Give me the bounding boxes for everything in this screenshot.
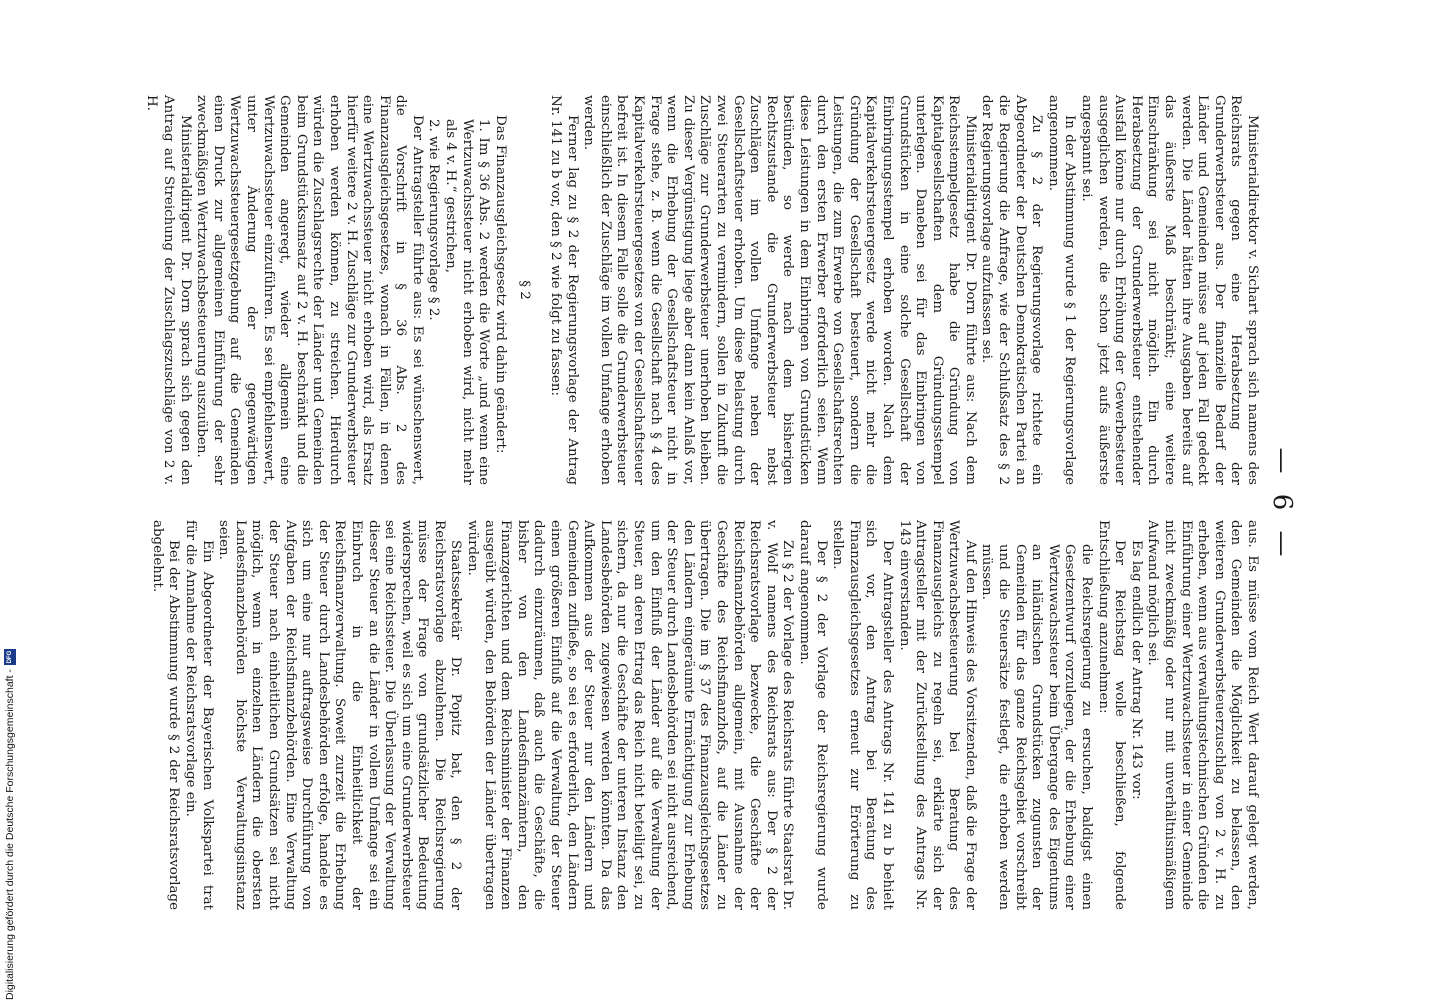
right-text-column [148, 520, 1260, 910]
rotated-page-content [100, 95, 1300, 915]
paragraph: aus. Es müsse vom Reich Wert darauf gelegt werden, den Gemeinden die Möglichkeit zu belassen, den weiteren Grunderwerbsteuerzuschlag von 2 v. H. zu erheben, wenn aus verwaltungstechnischen Gründen die Einführung einer Wertzuwachssteuer in einer Gemeinde nicht zweckmäßig oder nur mit unverhältnismäßigem Aufwand möglich sei. [1145, 520, 1260, 910]
paragraph: Der Antragsteller des Antrags Nr. 141 zu b behielt sich vor, den Antrag bei Beratung des Finanzausgleichsgesetzes erneut zur Erörterung zu stellen. [830, 520, 895, 910]
paragraph: In der Abstimmung wurde § 1 der Regierungsvorlage angenommen. [1045, 95, 1078, 485]
paragraph: Staatssekretär Dr. Popitz bat, den § 2 der Reichsratsvorlage abzulehnen. Die Reichsregierung müsse der Frage von grundsätzlicher Bedeutung widersprechen, weil es sich um eine Grunderwerbsteuer sei eine Reichssteuer. Die Überlassung der Verwaltung dieser Steuer an die Länder in vollem Umfange sei ein Einbruch in die Einheitlichkeit der Reichsfinanzverwaltung. Soweit zurzeit die Erhebung der Steuer durch Landesbehörden erfolge, handele es sich um eine nur auftragsweise Durchführung von Aufgaben der Reichsfinanzbehörden. Eine Verwaltung der Steuer nach einheitlichen Grundsätzen sei nicht möglich, wenn in einzelnen Ländern die obersten Landesfinanzbehörden höchste Verwaltungsinstanz seien. [216, 520, 464, 910]
paragraph: Der Antragsteller führte aus: Es sei wünschenswert, die Vorschrift in § 36 Abs. 2 des Finanzausgleichsgesetzes, wonach in Fällen, in denen eine Wertzuwachssteuer nicht erhoben wird, als Ersatz hierfür weitere 2 v. H. Zuschläge zur Grunderwerbsteuer erhoben werden können, zu streichen. Hierdurch würden die Zuschlagsrechte der Länder und Gemeinden beim Grundstücksumsatz auf 2 v. H. beschränkt und die Gemeinden angeregt, wieder allgemein eine Wertzuwachssteuer einzuführen. Es sei empfehlenswert, unter Änderung der gegenwärtigen Wertzuwachssteuergesetzgebung auf die Gemeinden einen Druck zur allgemeinen Einführung der sehr zweckmäßigen Wertzuwachsbesteuerung auszuüben. [194, 95, 425, 485]
page-number: — 6 — [1267, 447, 1297, 563]
paragraph: Das Finanzausgleichsgesetz wird dahin geändert: [492, 115, 508, 454]
list-item: 2. wie Regierungsvorlage § 2. [426, 119, 442, 321]
digitization-notice-text: Digitalisierung gefördert durch die Deutsche Forschungsgemeinschaft - [4, 669, 16, 1000]
section-heading: § 2 [517, 280, 533, 300]
left-text-column [143, 95, 1260, 485]
paragraph: Auf den Hinweis des Vorsitzenden, daß die Frage der Wertzuwachsbesteuerung bei Beratung des Finanzausgleichs zu regeln sei, erklärte sich der Antragsteller mit der Zurückstellung des Antrags Nr. 143 einverstanden. [896, 520, 978, 910]
paragraph: Es lag endlich der Antrag Nr. 143 vor: [1128, 540, 1144, 800]
paragraph: Der § 2 der Vorlage der Reichsregierung wurde darauf angenommen. [796, 520, 829, 910]
paragraph: Der Reichstag wolle beschließen, folgende Entschließung anzunehmen: [1095, 520, 1128, 910]
dfg-logo-icon: DFG [4, 649, 16, 665]
paragraph: Zu § 2 der Vorlage des Reichsrats führte Staatsrat Dr. v. Wolf namens des Reichsrats aus: Der § 2 der Reichsratsvorlage bezwecke, die Geschäfte der Reichsfinanzbehörden allgemein, mit Ausnahme der Geschäfte des Reichsfinanzhofs, auf die Länder zu übertragen. Die im § 37 des Finanzausgleichsgesetzes den Ländern eingeräumte Ermächtigung zur Erhebung der Steuer durch Landesbehörden sei nicht ausreichend, um den Einfluß der Länder auf die Verwaltung der Steuer, an deren Ertrag das Reich nicht beteiligt sei, zu sichern, da nur die Geschäfte der unteren Instanz den Landesbehörden zugewiesen werden könnten. Da das Aufkommen aus der Steuer nur den Ländern und Gemeinden zufließe, so sei es erforderlich, den Ländern einen größeren Einfluß auf die Verwaltung der Steuer dadurch einzuräumen, daß auch die Geschäfte, die bisher von den Landesfinanzämtern, den Finanzgerichten und dem Reichsminister der Finanzen ausgeübt würden, den Behörden der Länder übertragen würden. [465, 520, 796, 910]
list-item: 1. Im § 36 Abs. 2 werden die Worte „und wenn eine Wertzuwachssteuer nicht erhoben wird, nicht mehr als 4 v. H.“ gestrichen, [443, 119, 492, 485]
paragraph: Ministerialdirigent Dr. Dorn sprach sich gegen den Antrag auf Streichung der Zuschlagszuschläge von 2 v. H. [144, 95, 193, 485]
digitization-notice-rotated [2, 606, 18, 1000]
paragraph: Ministerialdirektor v. Sichart sprach sich namens des Reichsrats gegen eine Herabsetzung der Grunderwerbsteuer aus. Der finanzielle Bedarf der Länder und Gemeinden müsse auf jeden Fall gedeckt werden. Die Länder hätten ihre Ausgaben bereits auf das äußerste Maß beschränkt; eine weitere Einschränkung sei nicht möglich. Ein durch Herabsetzung der Grunderwerbsteuer entstehender Ausfall könne nur durch Erhöhung der Gewerbesteuer ausgeglichen werden, die schon jetzt aufs äußerste angespannt sei. [1079, 95, 1260, 485]
paragraph: Ministerialdirigent Dr. Dorn führte aus: Nach dem Reichsstempelgesetz habe die Gründung von Kapitalgesellschaften dem Gründungsstempel unterlegen. Daneben sei für das Einbringen von Grundstücken in eine solche Gesellschaft der Einbringungsstempel erhoben worden. Nach dem Kapitalverkehrsteuergesetz werde nicht mehr die Gründung der Gesellschaft besteuert, sondern die Leistungen, die zum Erwerbe von Gesellschaftsrechten durch den ersten Erwerber erforderlich seien. Wenn diese Leistungen in dem Einbringen von Grundstücken bestünden, so werde nach dem bisherigen Rechtszustande die Grunderwerbsteuer nebst Zuschlägen im vollen Umfange neben der Gesellschaftsteuer erhoben. Um diese Belastung durch zwei Steuerarten zu vermindern, sollen in Zukunft die Zuschläge zur Grunderwerbsteuer unerhoben bleiben. Zu dieser Vergünstigung liege aber dann kein Anlaß vor, wenn die Erhebung der Gesellschaftsteuer nicht in Frage stehe, z. B. wenn die Gesellschaft nach § 4 des Kapitalverkehrsteuergesetzes von der Gesellschaftsteuer befreit ist. In diesem Falle solle die Grunderwerbsteuer einschließlich der Zuschläge im vollen Umfange erhoben werden. [581, 95, 978, 485]
paragraph: Zu § 2 der Regierungsvorlage richtete ein Abgeordneter der Deutschen Demokratischen Partei an die Regierung die Anfrage, wie der Schlußsatz des § 2 der Regierungsvorlage aufzufassen sei. [979, 95, 1045, 485]
quoted-resolution: die Reichsregierung zu ersuchen, baldigst einen Gesetzentwurf vorzulegen, der die Erhebung einer Wertzuwachssteuer beim Übergange des Eigentums an inländischen Grundstücken zugunsten der Gemeinden für das ganze Reichsgebiet vorschreibt und die Steuersätze festlegt, die erhoben werden müssen. [979, 544, 1095, 910]
paragraph: Ein Abgeordneter der Bayerischen Volkspartei trat für die Annahme der Reichsratsvorlage ein. [183, 520, 215, 910]
paragraph: Ferner lag zu § 2 der Regierungsvorlage der Antrag Nr. 141 zu b vor, den § 2 wie folgt zu fassen: [548, 95, 580, 485]
paragraph: Bei der Abstimmung wurde § 2 der Reichsratsvorlage abgelehnt. [149, 520, 182, 910]
